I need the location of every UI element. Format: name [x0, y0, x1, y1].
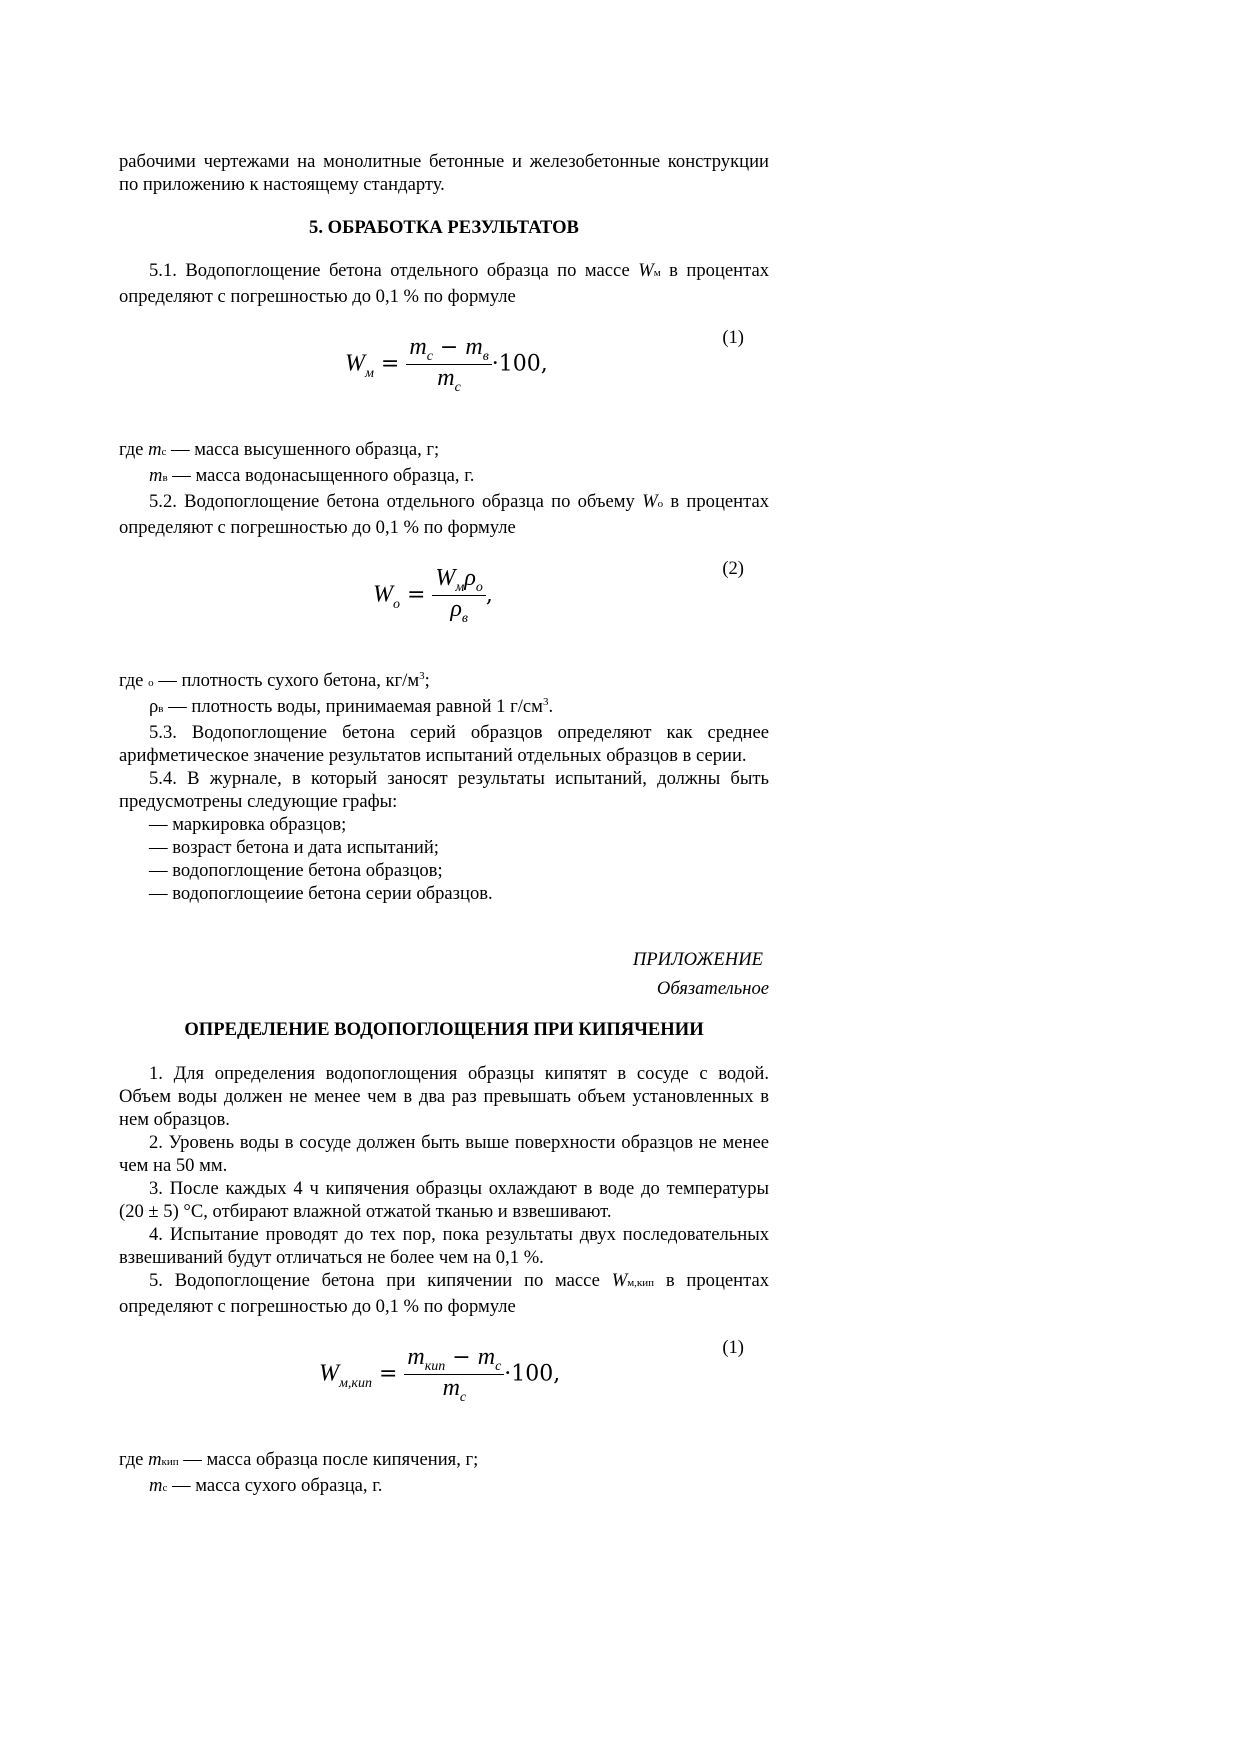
formula-1-expression: $W_м$ = $\frac{m_с - m_в}{m_с}$ ·100,: [345, 334, 548, 395]
appendix-item-1: 1. Для определения водопоглощения образцы кипятят в сосуде с водой. Объем воды должен не менее чем в два раз превышать объем установленных в нем образцов.: [119, 1063, 769, 1130]
formula-1: [119, 326, 769, 438]
where-rho-o: где о — плотность сухого бетона, $кг/м^3$;: [119, 669, 430, 691]
paragraph-5-3: 5.3. Водопоглощение бетона серий образцов определяют как среднее арифметическое значение результатов испытаний отдельных образцов в серии.: [119, 722, 769, 766]
formula-1-number: (1): [722, 327, 744, 348]
formula-3-number: (1): [722, 1337, 744, 1358]
where-rho-v: ρв — плотность воды, принимаемая равной 1 $г/см^3$.: [149, 695, 554, 717]
paragraph-5-1: 5.1. Водопоглощение бетона отдельного образца по массе Wм в процентах определяют с погрешностью до 0,1 % по формуле: [119, 260, 769, 307]
appendix-item-5: 5. Водопоглощение бетона при кипячении по массе Wм,кип в процентах определяют с погрешностью до 0,1 % по формуле: [119, 1270, 769, 1317]
paragraph-5-4: 5.4. В журнале, в который заносят результаты испытаний, должны быть предусмотрены следующие графы:: [119, 768, 769, 812]
list-item: — водопоглощение бетона образцов;: [149, 860, 443, 881]
formula-2-number: (2): [722, 558, 744, 579]
where-m-c-dry: mс — масса сухого образца, г.: [149, 1475, 383, 1496]
formula-2: [119, 557, 769, 669]
appendix-item-2: 2. Уровень воды в сосуде должен быть выше поверхности образцов не менее чем на 50 мм.: [119, 1132, 769, 1176]
list-item: — возраст бетона и дата испытаний;: [149, 837, 439, 858]
formula-3-expression: $W_{м,кип}$ = $\frac{m_{кип} - m_с}{m_с}$ ·100,: [319, 1344, 561, 1405]
where-m-kip: где mкип — масса образца после кипячения, г;: [119, 1449, 479, 1470]
formula-3: [119, 1336, 769, 1448]
where-m-c: где mс — масса высушенного образца, г;: [119, 439, 440, 460]
document-page: [119, 150, 769, 1500]
appendix-mandatory: Обязательное: [656, 978, 769, 999]
where-m-v: mв — масса водонасыщенного образца, г.: [149, 465, 475, 486]
formula-2-expression: $W_о$ = $\frac{W_м\rho_о}{\rho_в}$ ,: [373, 565, 493, 626]
appendix-item-4: 4. Испытание проводят до тех пор, пока результаты двух последовательных взвешиваний будут отличаться не более чем на 0,1 %.: [119, 1224, 769, 1268]
intro-paragraph: рабочими чертежами на монолитные бетонные и железобетонные конструкции по приложению к настоящему стандарту.: [119, 151, 769, 195]
paragraph-5-2: 5.2. Водопоглощение бетона отдельного образца по объему Wо в процентах определяют с погрешностью до 0,1 % по формуле: [119, 491, 769, 538]
appendix-label: ПРИЛОЖЕНИЕ: [632, 949, 763, 970]
list-item: — водопоглощеиие бетона серии образцов.: [149, 883, 493, 904]
section-5-title: 5. ОБРАБОТКА РЕЗУЛЬТАТОВ: [309, 217, 579, 238]
appendix-item-3: 3. После каждых 4 ч кипячения образцы охлаждают в воде до температуры (20 ± 5) °С, отбирают влажной отжатой тканью и взвешивают.: [119, 1178, 769, 1222]
list-item: — маркировка образцов;: [149, 814, 347, 835]
appendix-title: ОПРЕДЕЛЕНИЕ ВОДОПОГЛОЩЕНИЯ ПРИ КИПЯЧЕНИИ: [184, 1019, 704, 1040]
